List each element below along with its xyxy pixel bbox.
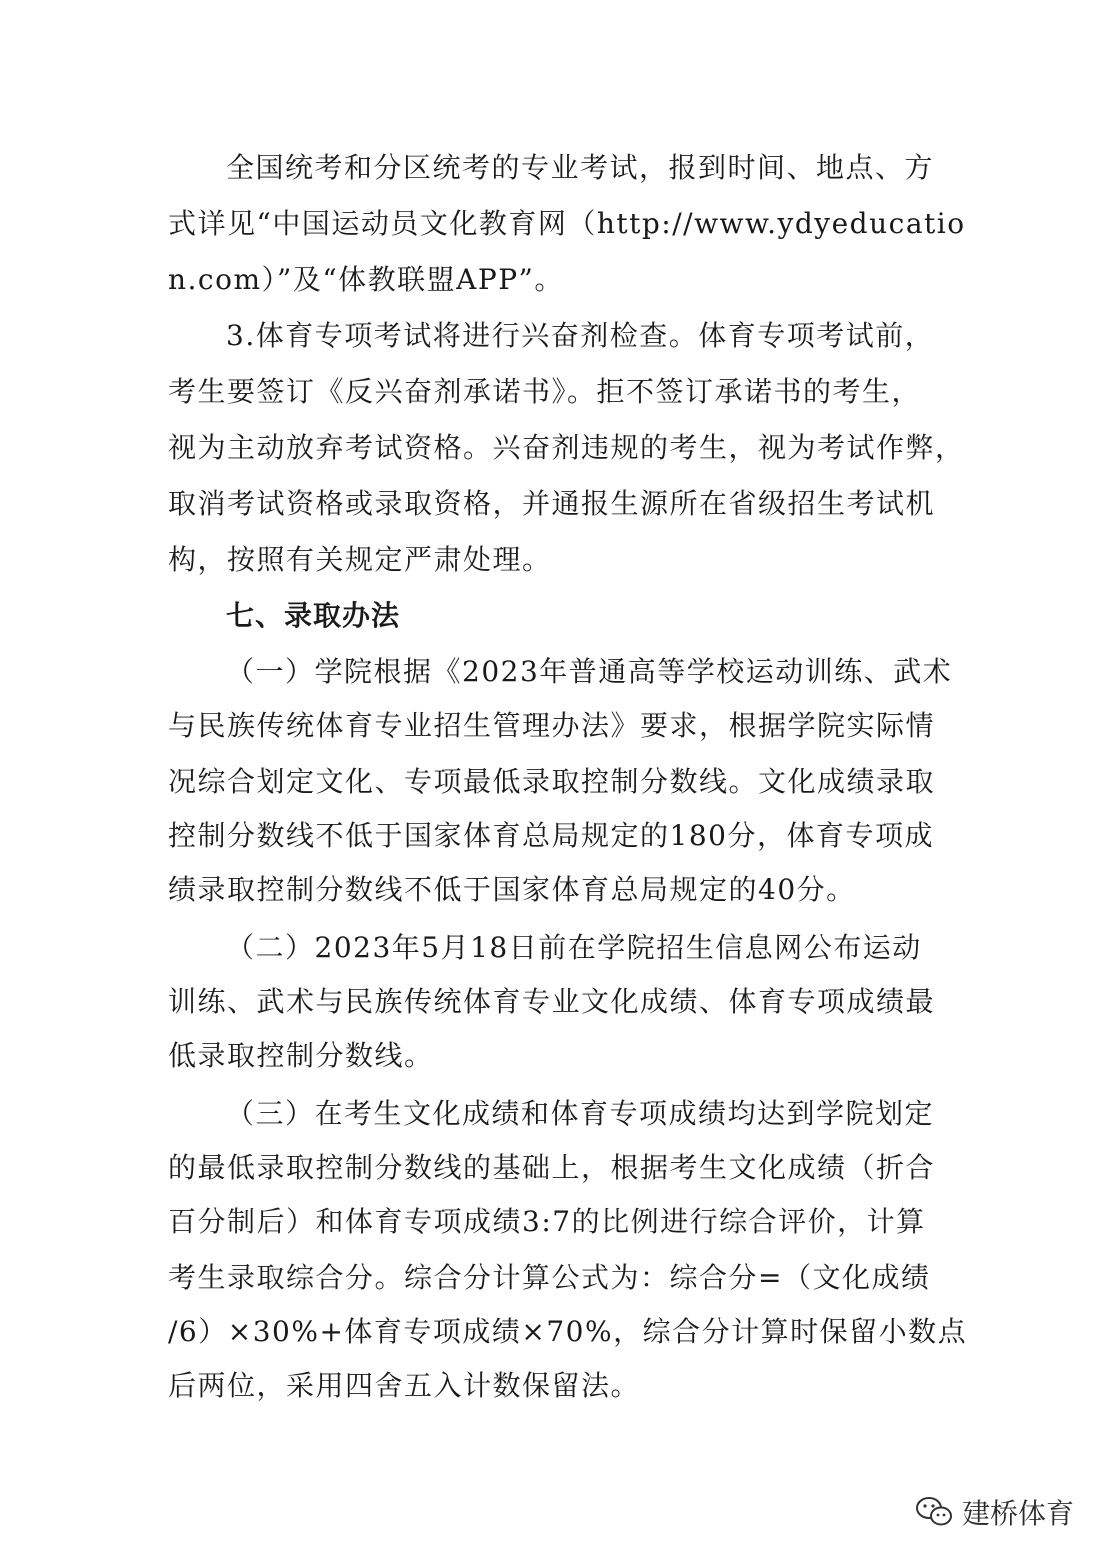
section-heading: 七、录取办法 (226, 599, 401, 632)
paragraph-line: 构，按照有关规定严肃处理。 (168, 543, 552, 576)
paragraph-line: （二）2023年5月18日前在学院招生信息网公布运动 (226, 931, 922, 964)
paragraph-line: （一）学院根据《2023年普通高等学校运动训练、武术 (226, 655, 953, 688)
paragraph-line: 低录取控制分数线。 (168, 1039, 434, 1072)
paragraph-line: 与民族传统体育专业招生管理办法》要求，根据学院实际情 (168, 709, 936, 742)
paragraph-line: 况综合划定文化、专项最低录取控制分数线。文化成绩录取 (168, 765, 936, 798)
paragraph-line: 取消考试资格或录取资格，并通报生源所在省级招生考试机 (168, 487, 936, 520)
watermark (914, 1492, 1074, 1532)
paragraph-line: 后两位，采用四舍五入计数保留法。 (168, 1369, 641, 1402)
paragraph-line: （三）在考生文化成绩和体育专项成绩均达到学院划定 (226, 1097, 935, 1130)
paragraph-line: 考生录取综合分。综合分计算公式为：综合分=（文化成绩 (168, 1261, 931, 1294)
paragraph-line: 绩录取控制分数线不低于国家体育总局规定的40分。 (168, 873, 856, 906)
paragraph-line: n.com）”及“体教联盟APP”。 (168, 263, 564, 296)
paragraph-line: 式详见“中国运动员文化教育网（http://www.ydyeducatio (168, 207, 966, 240)
watermark-text: 建桥体育 (962, 1497, 1075, 1530)
paragraph-line: 全国统考和分区统考的专业考试，报到时间、地点、方 (226, 151, 935, 184)
paragraph-line: 3.体育专项考试将进行兴奋剂检查。体育专项考试前， (226, 319, 935, 352)
wechat-icon (914, 1494, 954, 1530)
paragraph-line: /6）×30%+体育专项成绩×70%，综合分计算时保留小数点 (168, 1315, 968, 1348)
paragraph-line: 训练、武术与民族传统体育专业文化成绩、体育专项成绩最 (168, 985, 936, 1018)
paragraph-line: 百分制后）和体育专项成绩3:7的比例进行综合评价，计算 (168, 1205, 926, 1238)
paragraph-line: 控制分数线不低于国家体育总局规定的180分，体育专项成 (168, 819, 934, 852)
paragraph-line: 考生要签订《反兴奋剂承诺书》。拒不签订承诺书的考生， (168, 375, 922, 408)
paragraph-line: 的最低录取控制分数线的基础上，根据考生文化成绩（折合 (168, 1151, 936, 1184)
paragraph-line: 视为主动放弃考试资格。兴奋剂违规的考生，视为考试作弊， (168, 431, 965, 464)
